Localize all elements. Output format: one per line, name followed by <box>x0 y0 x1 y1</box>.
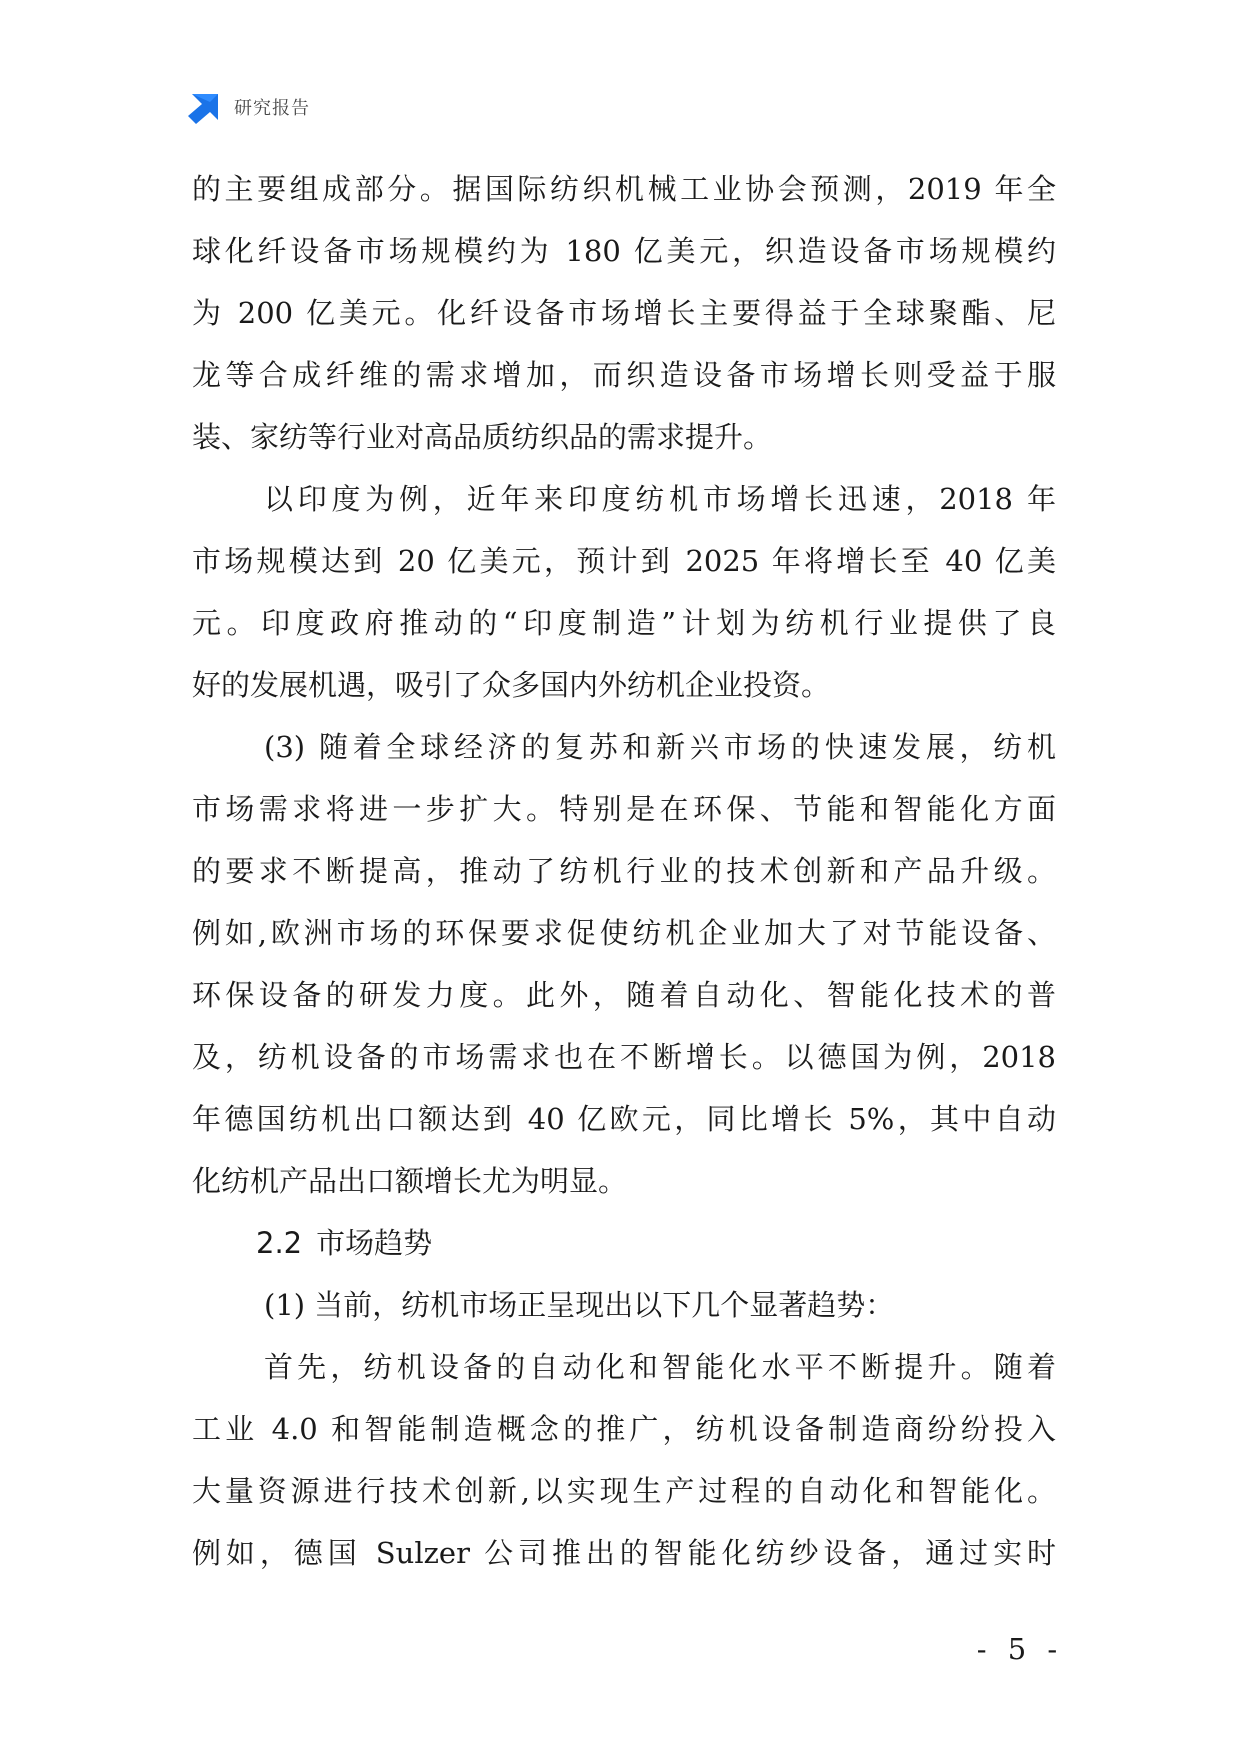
text-line: 以印度为例，近年来印度纺机市场增长迅速，2018 年 <box>264 482 1056 516</box>
document-body <box>192 158 1056 1584</box>
text-line: (3) 随着全球经济的复苏和新兴市场的快速发展，纺机 <box>264 730 1056 764</box>
text-line: 市场需求将进一步扩大。特别是在环保、节能和智能化方面 <box>192 792 1056 826</box>
section-number: 2.2 <box>256 1226 303 1260</box>
arrow-up-right-icon <box>188 90 222 124</box>
text-line: 龙等合成纤维的需求增加，而织造设备市场增长则受益于服 <box>192 358 1056 392</box>
text-line: 球化纤设备市场规模约为 180 亿美元，织造设备市场规模约 <box>192 234 1056 268</box>
text-line: 好的发展机遇，吸引了众多国内外纺机企业投资。 <box>192 668 831 702</box>
document-header <box>188 90 310 124</box>
page-number: - 5 - <box>976 1632 1064 1666</box>
text-line: 环保设备的研发力度。此外，随着自动化、智能化技术的普 <box>192 978 1056 1012</box>
text-line: 年德国纺机出口额达到 40 亿欧元，同比增长 5%，其中自动 <box>192 1102 1056 1136</box>
section-heading <box>192 1212 1056 1274</box>
text-line: 装、家纺等行业对高品质纺织品的需求提升。 <box>192 420 773 454</box>
text-line: 大量资源进行技术创新,以实现生产过程的自动化和智能化。 <box>192 1474 1056 1508</box>
text-line: (1) 当前，纺机市场正呈现出以下几个显著趋势： <box>264 1288 895 1322</box>
text-line: 的主要组成部分。据国际纺织机械工业协会预测，2019 年全 <box>192 172 1056 206</box>
text-line: 工业 4.0 和智能制造概念的推广，纺机设备制造商纷纷投入 <box>192 1412 1056 1446</box>
text-line: 的要求不断提高，推动了纺机行业的技术创新和产品升级。 <box>192 854 1056 888</box>
text-line: 首先，纺机设备的自动化和智能化水平不断提升。随着 <box>264 1350 1056 1384</box>
section-title: 市场趋势 <box>316 1226 433 1260</box>
text-line: 为 200 亿美元。化纤设备市场增长主要得益于全球聚酯、尼 <box>192 296 1056 330</box>
text-line: 元。印度政府推动的“印度制造”计划为纺机行业提供了良 <box>192 606 1056 640</box>
text-line: 例如，德国 Sulzer 公司推出的智能化纺纱设备，通过实时 <box>192 1536 1056 1570</box>
text-line: 例如,欧洲市场的环保要求促使纺机企业加大了对节能设备、 <box>192 916 1056 950</box>
text-line: 及，纺机设备的市场需求也在不断增长。以德国为例，2018 <box>192 1040 1056 1074</box>
text-line: 化纺机产品出口额增长尤为明显。 <box>192 1164 628 1198</box>
header-title: 研究报告 <box>234 98 310 119</box>
text-line: 市场规模达到 20 亿美元，预计到 2025 年将增长至 40 亿美 <box>192 544 1056 578</box>
